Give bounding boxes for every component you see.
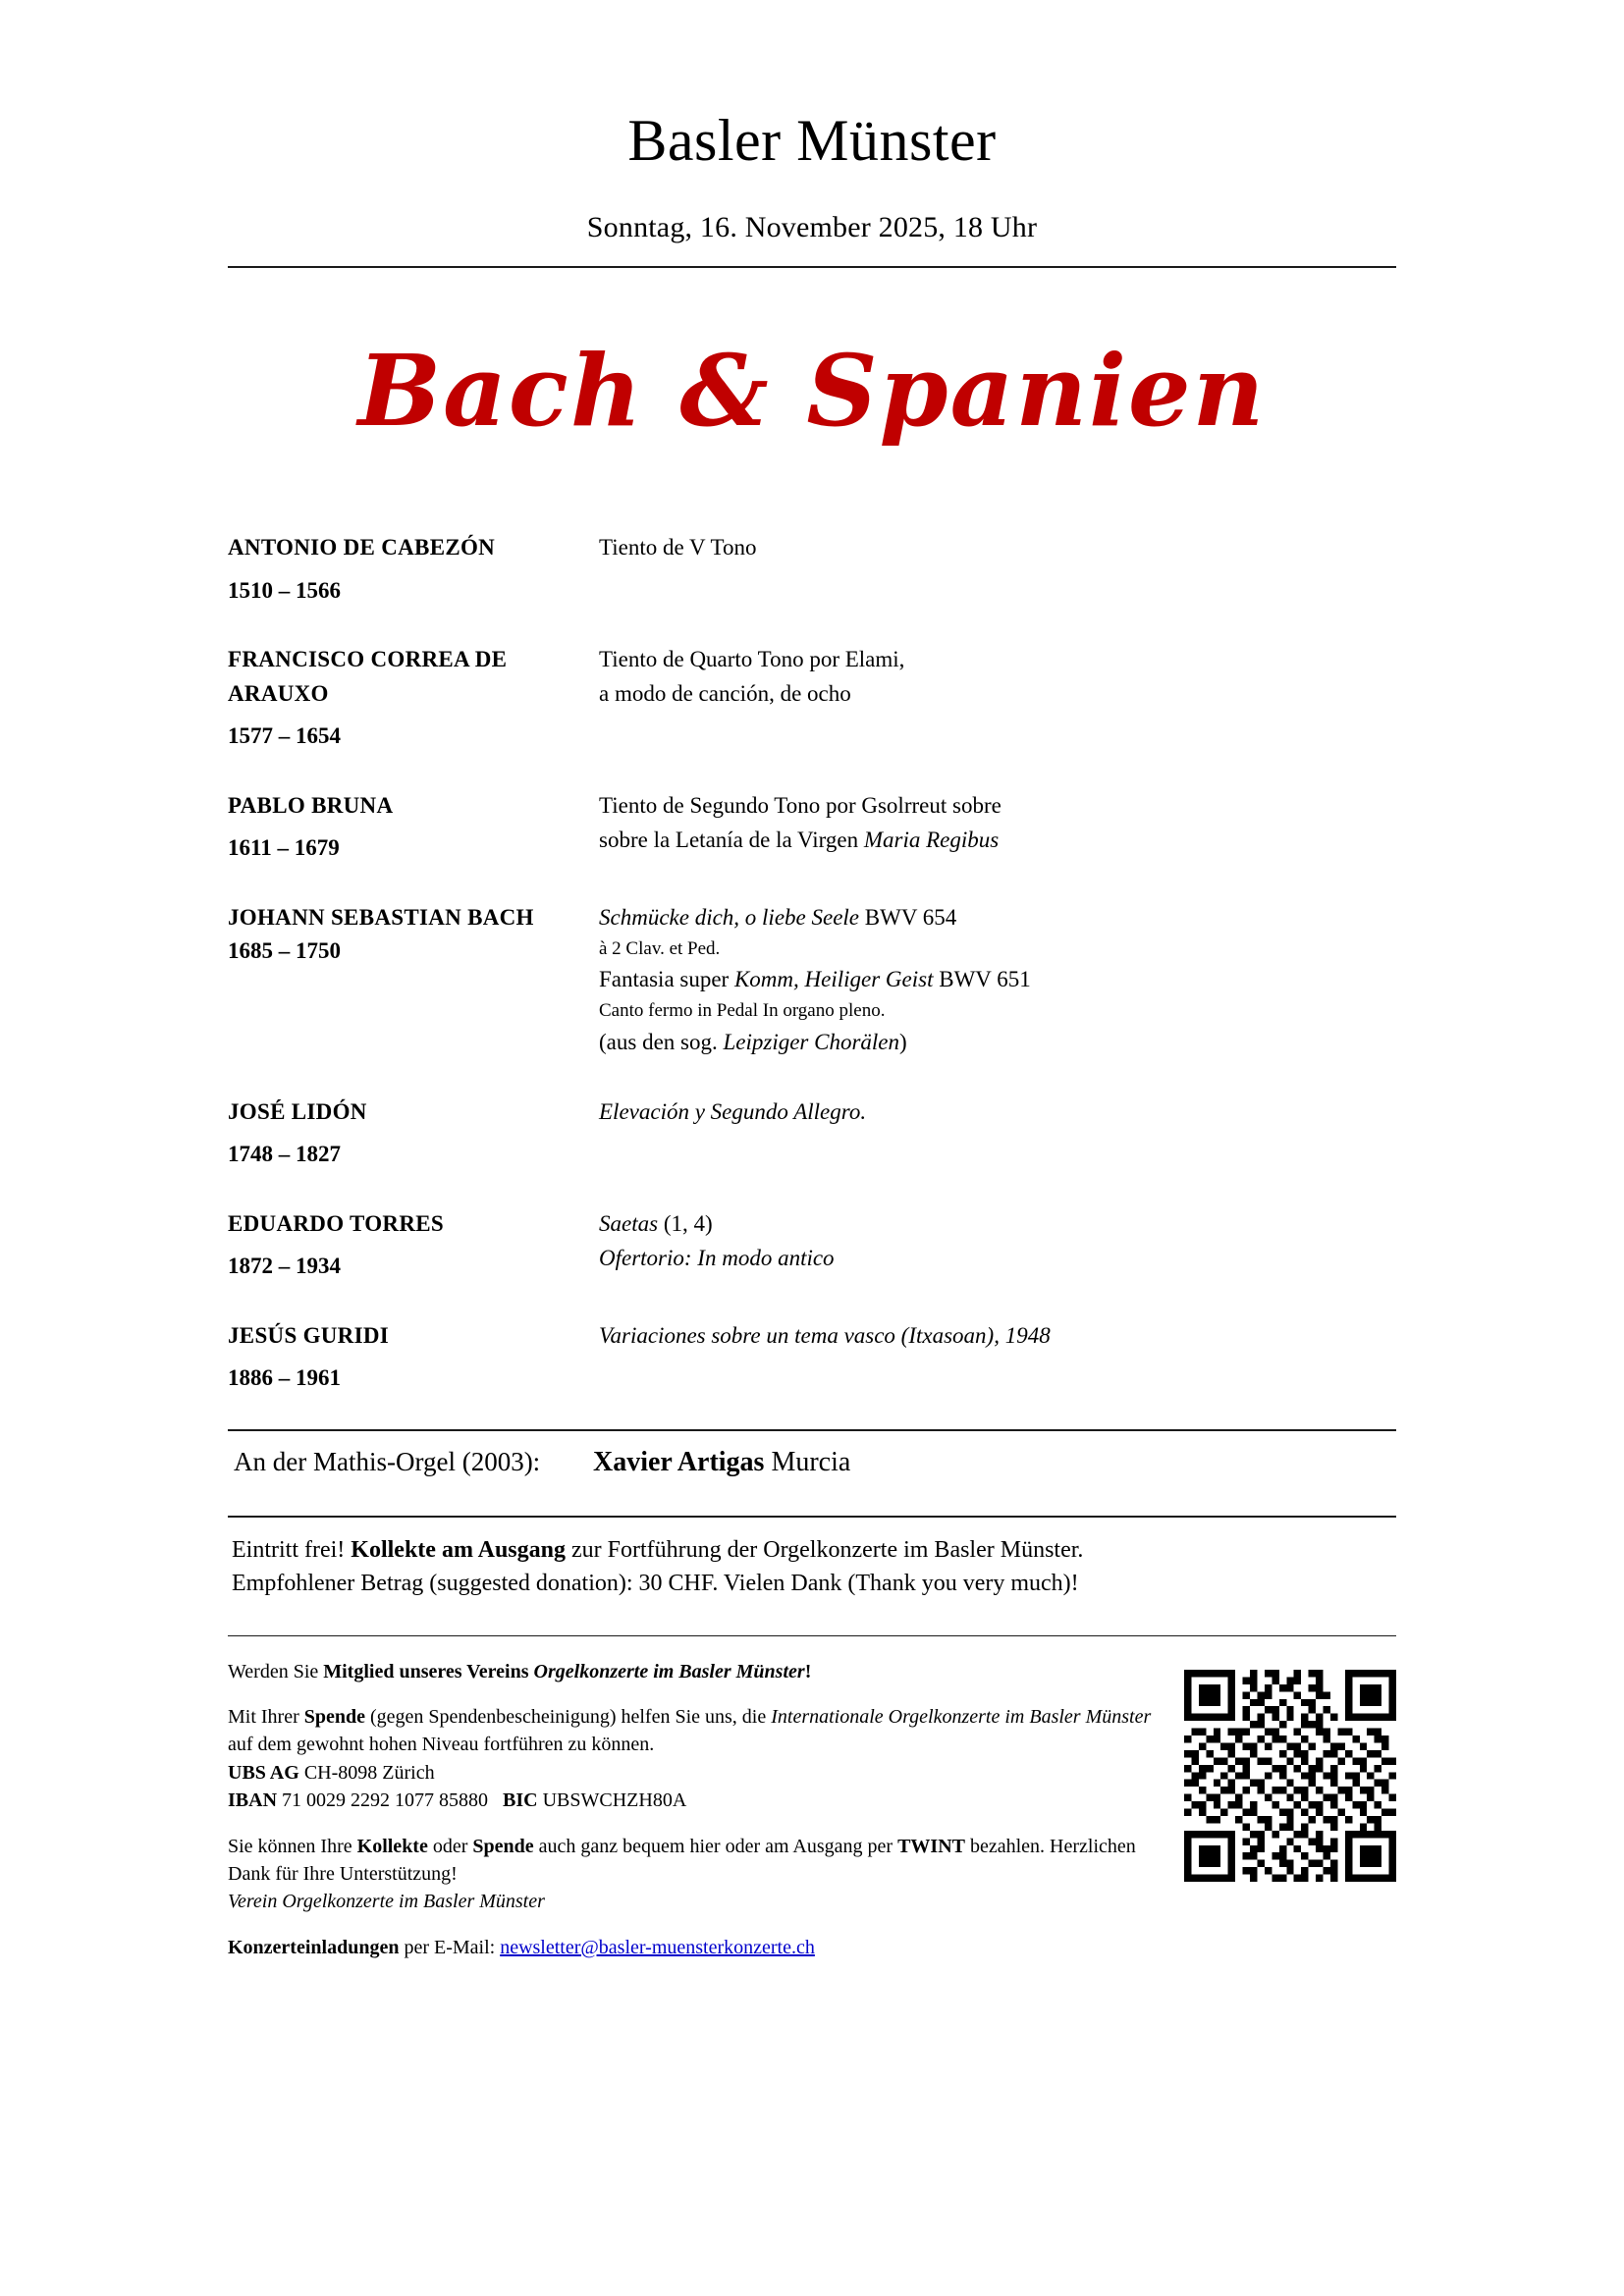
donation-series: Internationale Orgelkonzerte im Basler Münster (771, 1706, 1152, 1729)
membership-bold: Mitglied unseres Vereins (323, 1660, 534, 1682)
composer-dates: 1577 – 1654 (228, 723, 341, 749)
donation-suffix: auf dem gewohnt hohen Niveau fortführen zu können. (228, 1734, 655, 1756)
works-block (593, 1095, 1396, 1172)
membership-suffix: ! (804, 1660, 812, 1682)
programme-item (228, 643, 1396, 754)
works-block (593, 643, 1396, 754)
works-block (593, 1319, 1396, 1396)
composer-block (228, 789, 593, 866)
bank-address: CH-8098 Zürich (298, 1761, 435, 1784)
notice-collection: Kollekte am Ausgang (351, 1536, 566, 1563)
notice-line-2: Empfohlener Betrag (suggested donation): 30 CHF. Vielen Dank (Thank you very much)! (232, 1570, 1079, 1596)
notice-free-entry: Eintritt frei! (232, 1536, 352, 1563)
work-line: Ofertorio: In modo antico (599, 1245, 835, 1270)
work-line: sobre la Letanía de la Virgen Maria Regibus (599, 827, 1000, 852)
iban-line (228, 1787, 1161, 1814)
work-line: Saetas (1, 4) (599, 1210, 713, 1236)
works-block (593, 1207, 1396, 1284)
donation-mid: (gegen Spendenbescheinigung) helfen Sie uns, die (365, 1706, 772, 1729)
composer-name: JOSÉ LIDÓN (228, 1098, 367, 1124)
work-line: Variaciones sobre un tema vasco (Itxasoan), 1948 (599, 1322, 1051, 1348)
twint-brand: TWINT (897, 1835, 965, 1857)
composer-block (228, 531, 593, 608)
invitation-line (228, 1934, 1161, 1961)
composer-dates: 1611 – 1679 (228, 835, 340, 861)
work-line: Tiento de Segundo Tono por Gsolrreut sobre (599, 792, 1001, 818)
programme-item (228, 901, 1396, 1060)
work-line: à 2 Clav. et Ped. (599, 937, 721, 959)
twint-suffix: bezahlen. Herzlichen Dank für Ihre Unterstützung! (228, 1835, 1136, 1886)
twint-mid: auch ganz bequem hier oder am Ausgang per (533, 1835, 898, 1857)
programme-list (228, 531, 1396, 1395)
composer-block (228, 1319, 593, 1396)
iban-value: 71 0029 2292 1077 85880 (277, 1789, 489, 1812)
programme-item (228, 1207, 1396, 1284)
donation-prefix: Mit Ihrer (228, 1706, 304, 1729)
header-divider (228, 266, 1396, 268)
composer-name: ANTONIO DE CABEZÓN (228, 535, 496, 561)
qr-code-icon (1184, 1670, 1396, 1882)
concert-datetime: Sonntag, 16. November 2025, 18 Uhr (586, 211, 1038, 244)
twint-paragraph (228, 1833, 1161, 1889)
iban-label: IBAN (228, 1789, 278, 1812)
donation-bold: Spende (303, 1706, 366, 1729)
twint-or: oder (427, 1835, 473, 1857)
works-block (593, 789, 1396, 866)
composer-dates: 1510 – 1566 (228, 577, 341, 603)
footer-text-column (228, 1658, 1184, 1962)
works-block (593, 901, 1396, 1060)
performer-row (228, 1431, 1396, 1494)
composer-block (228, 1207, 593, 1284)
composer-name: PABLO BRUNA (228, 792, 394, 818)
twint-kollekte: Kollekte (356, 1835, 428, 1857)
membership-prefix: Werden Sie (228, 1660, 324, 1682)
invitation-text: per E-Mail: (399, 1936, 501, 1958)
verein-line (228, 1888, 1161, 1915)
composer-name: FRANCISCO CORREA DE ARAUXO (228, 647, 508, 706)
work-line: Elevación y Segundo Allegro. (599, 1098, 867, 1124)
work-line: Canto fermo in Pedal In organo pleno. (599, 1000, 886, 1022)
twint-prefix: Sie können Ihre (228, 1835, 357, 1857)
composer-block (228, 901, 593, 1060)
performer-name-bold: Xavier Artigas (593, 1446, 765, 1477)
work-line: Schmücke dich, o liebe Seele BWV 654 (599, 904, 957, 930)
bank-name: UBS AG (228, 1761, 299, 1784)
composer-block (228, 1095, 593, 1172)
concert-title: Bach & Spanien (357, 333, 1267, 450)
work-line: (aus den sog. Leipziger Chorälen) (599, 1029, 907, 1054)
membership-association: Orgelkonzerte im Basler Münster (533, 1660, 805, 1682)
works-block (593, 531, 1396, 608)
programme-item (228, 531, 1396, 608)
organ-label: An der Mathis-Orgel (2003): (234, 1446, 541, 1476)
composer-dates: 1748 – 1827 (228, 1142, 341, 1167)
performer-section (228, 1429, 1396, 1518)
footer-section (228, 1658, 1396, 1962)
work-line: a modo de canción, de ocho (599, 681, 851, 707)
composer-block (228, 643, 593, 754)
work-line: Tiento de V Tono (599, 535, 757, 561)
verein-name: Verein Orgelkonzerte im Basler Münster (228, 1891, 545, 1913)
composer-dates: 1872 – 1934 (228, 1254, 341, 1279)
invitation-label: Konzerteinladungen (228, 1936, 400, 1958)
admission-notice (228, 1518, 1396, 1614)
performer-name (593, 1447, 850, 1478)
composer-name: JESÚS GURIDI (228, 1322, 390, 1348)
bic-label: BIC (503, 1789, 538, 1812)
twint-spende: Spende (472, 1835, 534, 1857)
programme-item (228, 789, 1396, 866)
programme-item (228, 1319, 1396, 1396)
programme-item (228, 1095, 1396, 1172)
composer-dates: 1685 – 1750 (228, 938, 341, 964)
composer-dates: 1886 – 1961 (228, 1365, 341, 1391)
composer-name: EDUARDO TORRES (228, 1210, 444, 1236)
bic-value: UBSWCHZH80A (537, 1789, 687, 1812)
newsletter-email-link[interactable]: newsletter@basler-muensterkonzerte.ch (500, 1936, 815, 1958)
donation-paragraph (228, 1703, 1161, 1759)
membership-paragraph (228, 1658, 1161, 1685)
notice-purpose: zur Fortführung der Orgelkonzerte im Basler Münster. (565, 1536, 1084, 1563)
work-line: Fantasia super Komm, Heiliger Geist BWV 651 (599, 967, 1031, 992)
bank-line (228, 1759, 1161, 1787)
notice-line-1 (232, 1533, 1392, 1567)
notice-divider (228, 1635, 1396, 1636)
performer-name-rest: Murcia (764, 1446, 851, 1477)
qr-code[interactable] (1184, 1670, 1396, 1882)
work-line: Tiento de Quarto Tono por Elami, (599, 647, 905, 672)
venue-title: Basler Münster (627, 108, 997, 173)
composer-name: JOHANN SEBASTIAN BACH (228, 904, 534, 930)
